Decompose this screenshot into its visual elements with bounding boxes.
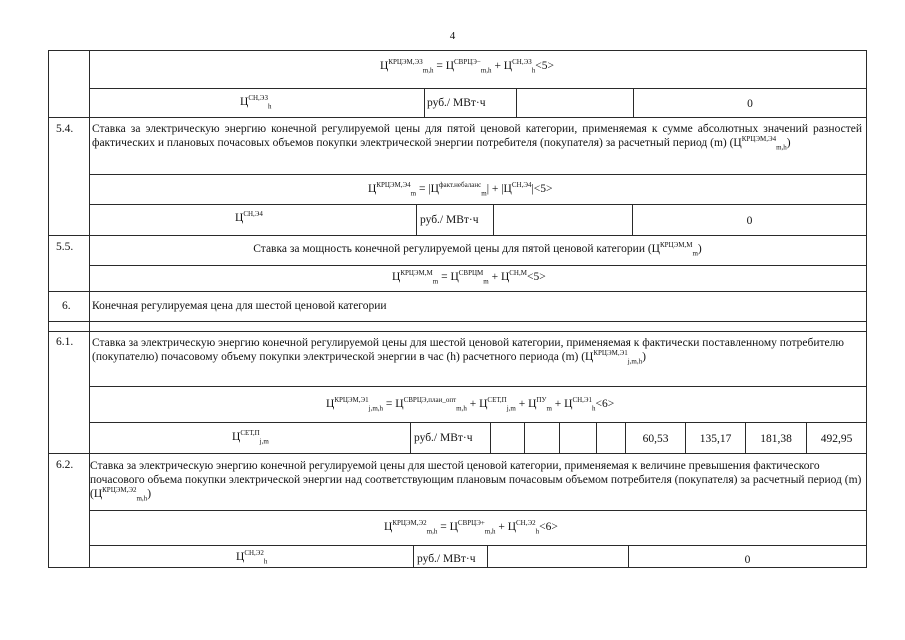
row-description: Ставка за электрическую энергию конечной регулируемой цены для шестой ценовой категории, применяемая к величине превышения фактического почасового объема покупки электрической энергии над соответствующим плановым почасовым объемом потребителя (покупателя) за расчетный период (m) $(Ц^{КРЦЭМ,Э2}_{m,h})$ — [90, 460, 862, 503]
component-symbol: $Ц^{СН,Э2}_h$ — [236, 549, 268, 566]
value-cell: 135,17 — [699, 433, 732, 445]
row-number: 5.4. — [56, 123, 74, 135]
component-symbol: $Ц^{СН,ЭЗ}_h$ — [240, 94, 272, 111]
component-symbol: $Ц^{СЕТ,П}_{j,m}$ — [232, 429, 269, 446]
row-description: Ставка за электрическую энергию конечной регулируемой цены для шестой ценовой категории, применяемая к фактически поставленному потребителю (покупателю) почасовому объему покупки электрической энергии в час (h) расчетного периода (m) $(Ц^{КРЦЭМ,Э1}_{j,m,h})$ — [92, 337, 844, 366]
formula-kr-e3: $Ц^{КРЦЭМ,ЭЗ}_{m,h} = Ц^{СВРЦЭ-}_{m,h} + Ц^{СН,ЭЗ}_h<5>$ — [380, 58, 555, 75]
page-number: 4 — [449, 30, 456, 42]
component-symbol: $Ц^{СН,Э4}$ — [235, 210, 263, 224]
value-cell: 0 — [747, 98, 753, 110]
unit-label: руб./ МВт·ч — [417, 553, 476, 565]
value-cell: 60,53 — [642, 433, 669, 445]
row-description: Конечная регулируемая цена для шестой ценовой категории — [92, 300, 387, 312]
unit-label: руб./ МВт·ч — [414, 432, 473, 444]
formula-kr-e1: $Ц^{КРЦЭМ,Э1}_{j,m,h} = Ц^{СВРЦЭ,плаи\_опт}_{m,h} + Ц^{СЕТ,П}_{j,m} + Ц^{ПУ}_m + Ц^{СН,Э1}_h<6>$ — [326, 396, 615, 413]
formula-kr-e2: $Ц^{КРЦЭМ,Э2}_{m,h} = Ц^{СВРЦЭ+}_{m,h} + Ц^{СН,Э2}_h<6>$ — [384, 519, 558, 536]
row-number: 6. — [62, 300, 71, 312]
row-number: 5.5. — [56, 241, 74, 253]
value-cell: 181,38 — [760, 433, 792, 445]
value-cell: 492,95 — [820, 433, 853, 445]
value-cell: 0 — [744, 554, 751, 566]
value-cell: 0 — [746, 215, 753, 227]
row-number: 6.1. — [56, 336, 74, 348]
unit-label: руб./ МВт·ч — [420, 214, 479, 226]
formula-kr-e4: $Ц^{КРЦЭМ,Э4}_m = |Ц^{факт.небаланс}_m| + |Ц^{СН,Э4}|<5>$ — [368, 181, 553, 198]
row-number: 6.2. — [56, 459, 74, 471]
row-description: Ставка за электрическую энергию конечной регулируемой цены для пятой ценовой категории, применяемая к сумме абсолютных значений разностей фактических и плановых почасовых объемов покупки электрической энергии потребителя (покупателя) за расчетный период (m) $(Ц^{КРЦЭМ,Э4}_{m,h})$ — [92, 123, 862, 152]
formula-kr-m: $Ц^{КРЦЭМ,М}_m = Ц^{СВРЦМ}_m + Ц^{СН,М}<5>$ — [392, 269, 546, 286]
unit-label: руб./ МВт·ч — [427, 97, 486, 109]
row-description: Ставка за мощность конечной регулируемой цены для пятой ценовой категории $(Ц^{КРЦЭМ,М}_m)$ — [253, 241, 702, 258]
